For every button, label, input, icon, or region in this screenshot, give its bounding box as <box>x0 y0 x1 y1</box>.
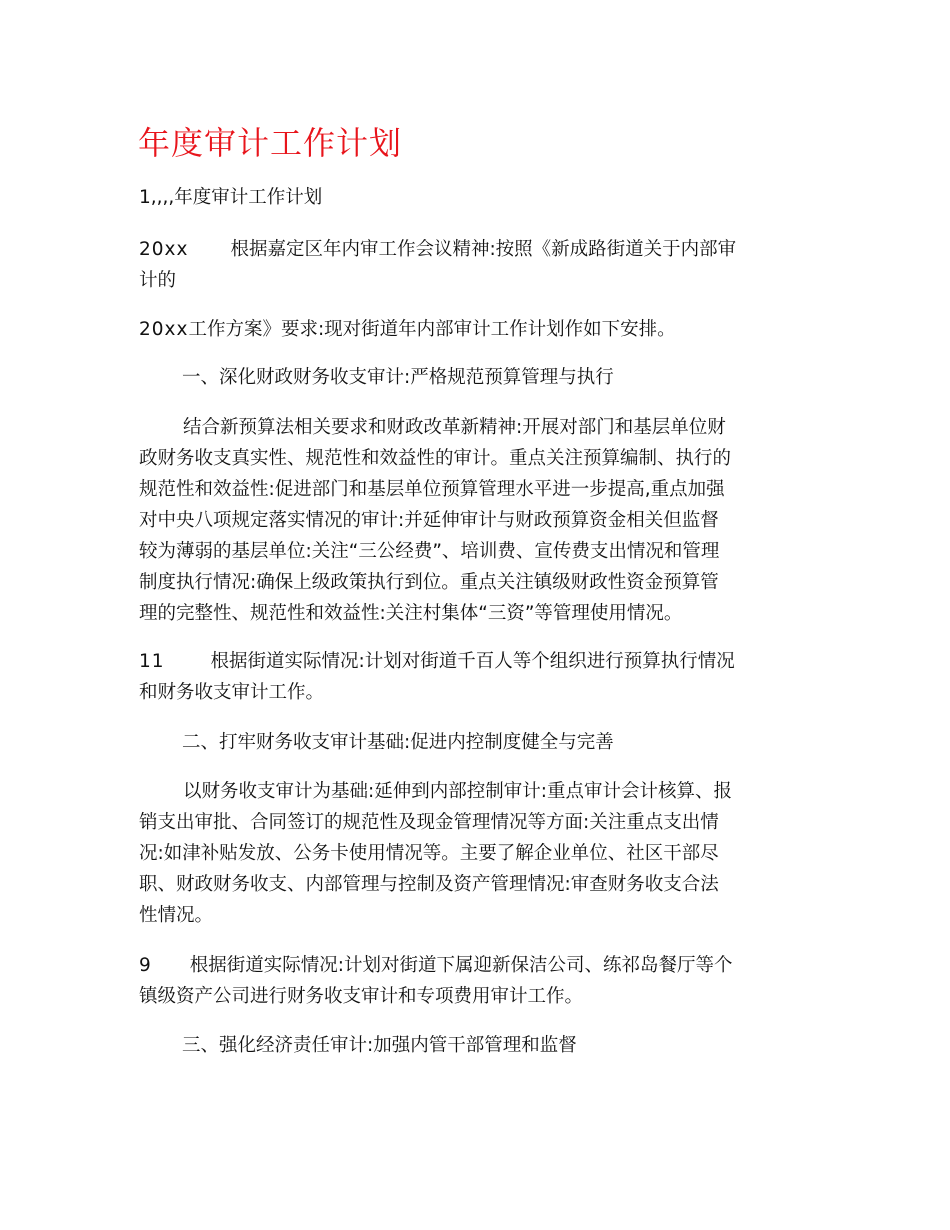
section1-line: 制度执行情况:确保上级政策执行到位。重点关注镇级财政性资金预算管 <box>139 572 719 593</box>
section1-line: 较为薄弱的基层单位:关注“三公经费”、培训费、宣传费支出情况和管理 <box>139 541 720 562</box>
intro-year-1: 20xx <box>139 239 189 260</box>
document-subtitle: 1,,,,年度审计工作计划 <box>139 187 323 208</box>
section1-line: 对中央八项规定落实情况的审计:并延伸审计与财政预算资金相关但监督 <box>139 510 719 531</box>
section2-body <box>139 776 815 931</box>
section1-plan-number: 11 <box>139 651 165 672</box>
section1-line: 政财务收支真实性、规范性和效益性的审计。重点关注预算编制、执行的 <box>139 448 732 469</box>
section2-line: 职、财政财务收支、内部管理与控制及资产管理情况:审查财务收支合法 <box>139 874 719 895</box>
intro-line-1: 根据嘉定区年内审工作会议精神:按照《新成路街道关于内部审 <box>230 239 737 260</box>
section2-plan-line-2: 镇级资产公司进行财务收支审计和专项费用审计工作。 <box>139 986 584 1007</box>
section1-plan-line-2: 和财务收支审计工作。 <box>139 682 325 703</box>
intro-year-2: 20xx <box>139 319 189 340</box>
section2-plan <box>139 950 815 1012</box>
section2-plan-line-1: 根据街道实际情况:计划对街道下属迎新保洁公司、练祁岛餐厅等个 <box>189 955 733 976</box>
section1-line: 结合新预算法相关要求和财政改革新精神:开展对部门和基层单位财 <box>183 417 726 438</box>
section2-line: 况:如津补贴发放、公务卡使用情况等。主要了解企业单位、社区干部尽 <box>139 843 719 864</box>
intro-line-2: 计的 <box>139 270 177 291</box>
document-title: 年度审计工作计划 <box>138 124 403 162</box>
intro-line-3: 工作方案》要求:现对街道年内部审计工作计划作如下安排。 <box>188 319 676 340</box>
section1-plan-line-1: 根据街道实际情况:计划对街道千百人等个组织进行预算执行情况 <box>210 651 735 672</box>
intro-paragraph <box>139 234 815 296</box>
section2-heading: 二、打牢财务收支审计基础:促进内控制度健全与完善 <box>182 732 614 753</box>
section2-line: 销支出审批、合同签订的规范性及现金管理情况等方面:关注重点支出情 <box>139 812 719 833</box>
intro-paragraph-2 <box>139 314 815 345</box>
section1-heading: 一、深化财政财务收支审计:严格规范预算管理与执行 <box>182 367 614 388</box>
section2-plan-number: 9 <box>139 955 152 976</box>
section1-body <box>139 412 815 629</box>
section2-line: 性情况。 <box>139 905 214 926</box>
section1-plan <box>139 646 815 708</box>
section2-line: 以财务收支审计为基础:延伸到内部控制审计:重点审计会计核算、报 <box>183 781 732 802</box>
section1-line: 理的完整性、规范性和效益性:关注村集体“三资”等管理使用情况。 <box>139 603 683 624</box>
section1-line: 规范性和效益性:促进部门和基层单位预算管理水平进一步提高,重点加强 <box>139 479 725 500</box>
section3-heading: 三、强化经济责任审计:加强内管干部管理和监督 <box>182 1035 577 1056</box>
